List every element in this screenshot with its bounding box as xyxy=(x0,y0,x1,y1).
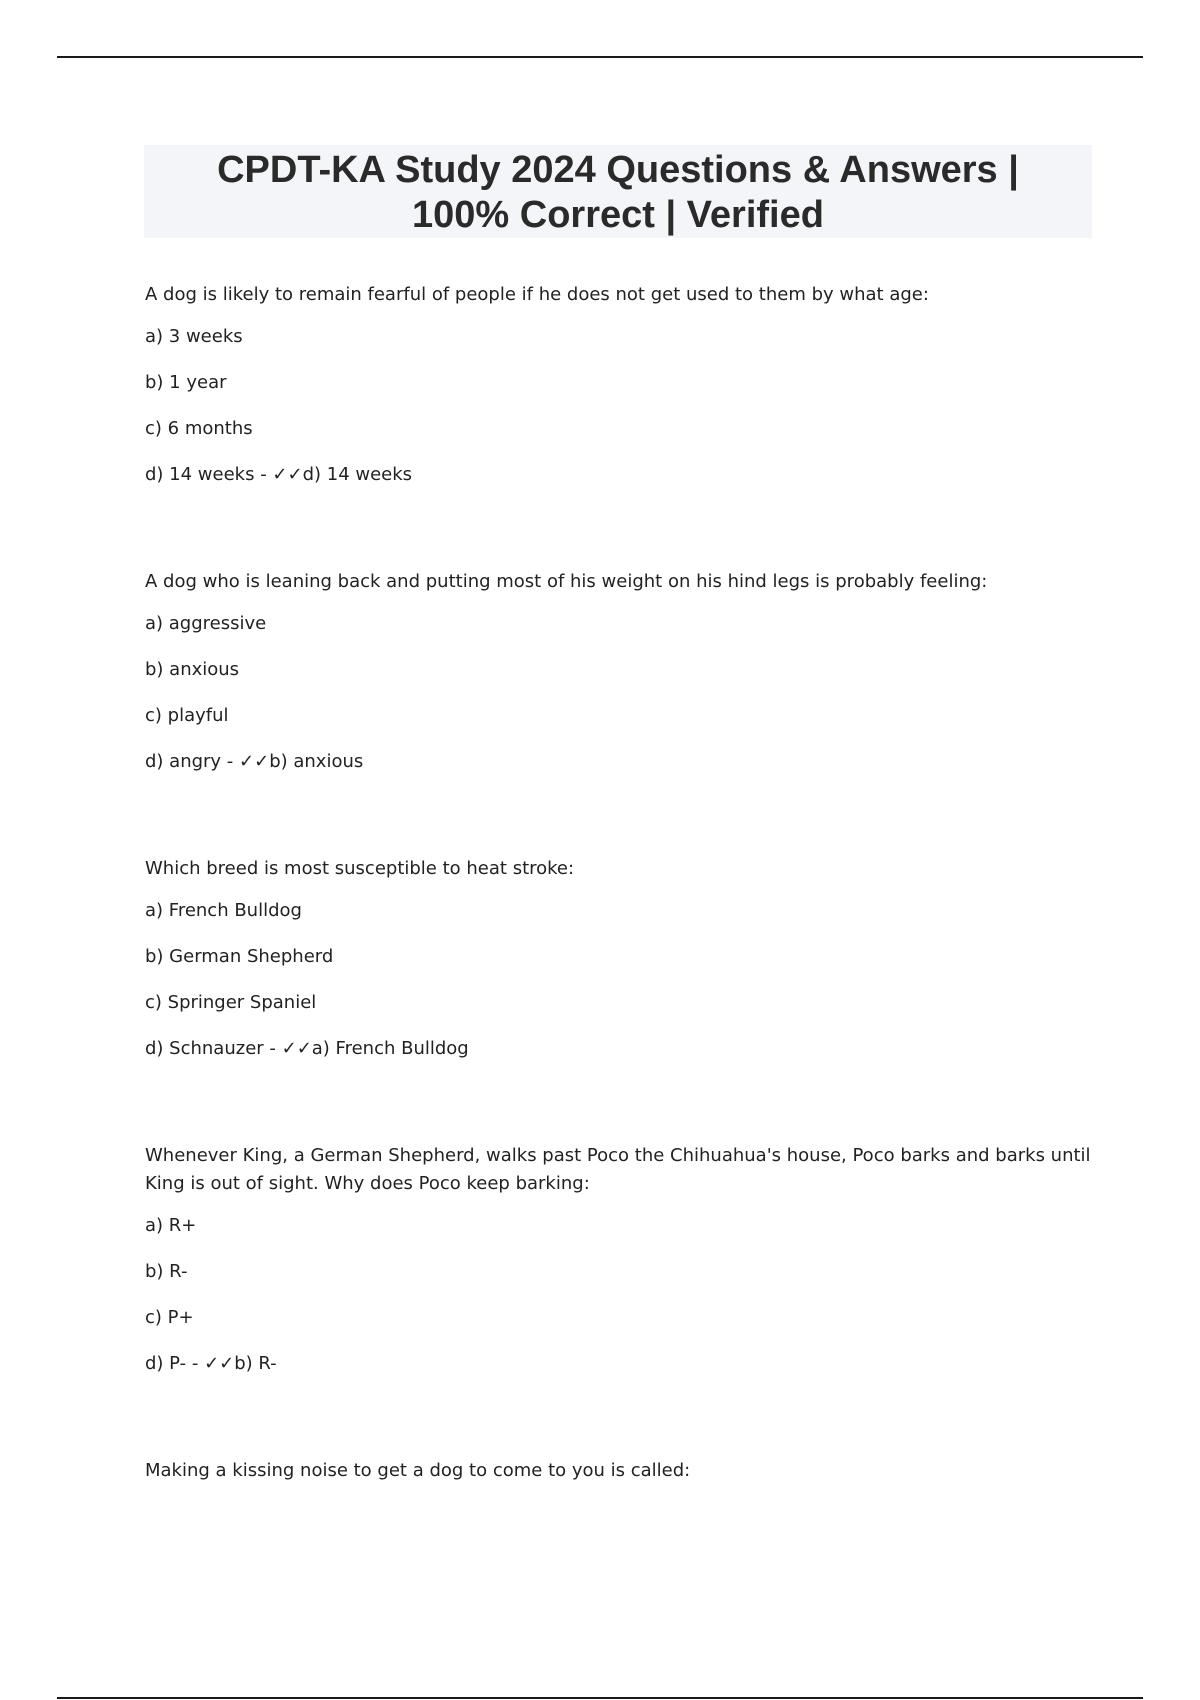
option-d-with-answer: d) Schnauzer - ✓✓a) French Bulldog xyxy=(145,1038,469,1059)
option-b: b) anxious xyxy=(145,659,240,680)
question-3 xyxy=(145,855,1095,1060)
question-text: Making a kissing noise to get a dog to come to you is called: xyxy=(145,1460,691,1481)
option-d-with-answer: d) 14 weeks - ✓✓d) 14 weeks xyxy=(145,464,413,485)
bottom-rule xyxy=(57,1697,1143,1699)
option-a: a) French Bulldog xyxy=(145,900,302,921)
option-b: b) 1 year xyxy=(145,372,227,393)
question-4 xyxy=(145,1142,1095,1375)
option-c: c) 6 months xyxy=(145,418,253,439)
title-banner xyxy=(144,145,1092,238)
top-rule xyxy=(57,56,1143,58)
option-c: c) P+ xyxy=(145,1307,194,1328)
option-b: b) R- xyxy=(145,1261,188,1282)
option-a: a) 3 weeks xyxy=(145,326,243,347)
question-1 xyxy=(145,281,1095,486)
question-text: A dog is likely to remain fearful of people if he does not get used to them by what age: xyxy=(145,284,929,305)
question-text: Which breed is most susceptible to heat stroke: xyxy=(145,858,575,879)
option-d-with-answer: d) P- - ✓✓b) R- xyxy=(145,1353,277,1374)
question-list xyxy=(145,281,1095,1567)
question-text: A dog who is leaning back and putting most of his weight on his hind legs is probably feeling: xyxy=(145,571,988,592)
page-title-line-1: CPDT-KA Study 2024 Questions & Answers | xyxy=(217,149,1019,191)
option-d-with-answer: d) angry - ✓✓b) anxious xyxy=(145,751,364,772)
option-c: c) playful xyxy=(145,705,229,726)
option-c: c) Springer Spaniel xyxy=(145,992,317,1013)
page-title-line-2: 100% Correct | Verified xyxy=(412,194,824,236)
option-b: b) German Shepherd xyxy=(145,946,334,967)
option-a: a) aggressive xyxy=(145,613,267,634)
question-2 xyxy=(145,568,1095,773)
question-5 xyxy=(145,1457,1095,1485)
option-a: a) R+ xyxy=(145,1215,197,1236)
question-text: Whenever King, a German Shepherd, walks past Poco the Chihuahua's house, Poco barks and barks until King is out of sight. Why does Poco keep barking: xyxy=(145,1145,1091,1194)
